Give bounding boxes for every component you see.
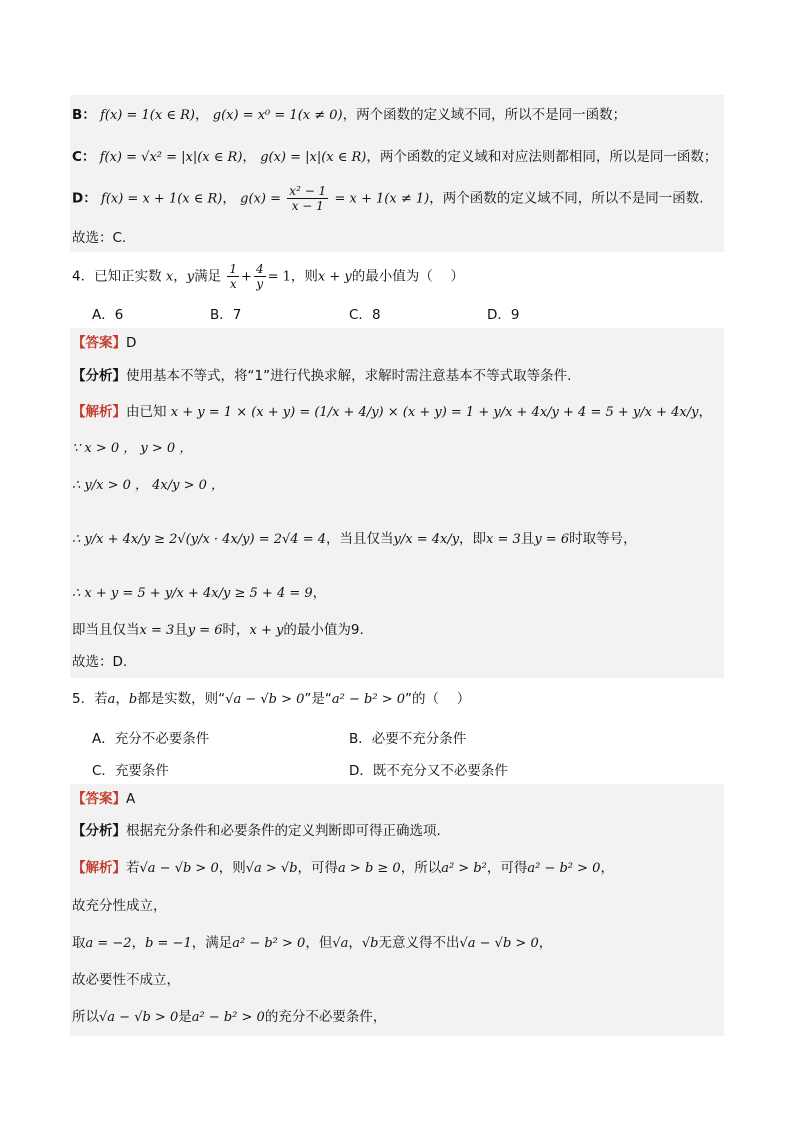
math-g-prefix: g(x) = [240,191,281,207]
math-y-value: y = 6 [534,532,570,547]
answer-value: A [126,791,136,807]
option-label: D： [72,190,97,207]
analysis-text: 使用基本不等式，将“1”进行代换求解，求解时需注意基本不等式取等条件. [126,368,572,384]
fraction-numerator: 1 [229,262,238,276]
math-equation: x + y = 1 × (x + y) = (1/x + 4/y) × (x + y) = 1 + y/x + 4x/y + 4 = 5 + y/x + 4x/y [170,405,699,420]
explanation-text: ，两个函数的定义域和对应法则都相同，所以是同一函数； [366,149,718,165]
math-inequality: ∴ y/x + 4x/y ≥ 2√(y/x · 4x/y) = 2√4 = 4 [72,532,326,547]
q4-solution-line-3: ∴ y/x > 0 ， 4x/y > 0 ， [72,478,225,493]
solution-text: 时， [222,622,250,638]
fraction [287,184,328,213]
q4-stem [72,262,464,291]
stem-text: ”是“ [304,691,332,707]
solution-text: ，但 [305,935,333,951]
q4-option-c [349,303,381,323]
solution-text: ，当且仅当 [326,531,394,547]
stem-text: ”的（ ） [405,691,471,707]
option-label: C． [92,763,115,779]
plus-sign: + [241,269,252,285]
math-expr: x + y [249,623,284,638]
q4-solution-line-4 [72,530,637,549]
q5-option-a [92,727,209,747]
math-expr: √a > √b [245,861,298,876]
option-value: 充要条件 [114,763,169,779]
punct: ， [115,691,129,707]
q5-solution-line-2: 故充分性成立， [72,898,167,914]
punct: ， [173,268,187,285]
punct: ， [131,935,146,951]
stem-text: 的最小值为（ ） [351,268,465,285]
math-expr: √a − √b > 0 [139,861,219,876]
option-label: C． [349,307,372,323]
answer-value: D [126,335,137,351]
stem-text: 5．若 [72,691,108,707]
math-expr: a² > b² [441,861,487,876]
math-expr: x + y [317,269,352,285]
q5-solution-line-5 [72,1008,386,1027]
math-g-suffix: = x + 1(x ≠ 1) [334,191,430,207]
q5-option-d [349,759,508,779]
q4-option-a [92,303,123,323]
math-expr: a² − b² > 0 [191,1010,265,1025]
option-value: 7 [232,307,242,323]
option-value: 必要不充分条件 [371,731,467,747]
var-y: y [186,269,195,285]
stem-text: 4．已知正实数 [72,268,162,285]
var-x: x [165,269,174,285]
math-condition-1: √a − √b > 0 [225,692,305,707]
solution-text: 取 [72,935,86,951]
solution-tag: 【解析】 [72,404,126,420]
option-label: B： [72,107,96,123]
punct: ， [312,585,327,601]
solution-text: 且 [520,531,535,547]
q5-solution-line-1 [72,859,614,878]
math-expr: √b [361,936,379,951]
option-value: 6 [114,307,124,323]
q4-analysis [72,367,571,385]
q3-choice: 故选：C. [72,230,127,246]
math-f: f(x) = √x² = |x|(x ∈ R) [99,150,243,165]
solution-text: 由已知 [126,404,167,420]
fraction-numerator: 4 [255,262,264,276]
q5-solution-line-3 [72,934,552,953]
q3-option-c-line: C： f(x) = √x² = |x|(x ∈ R)， g(x) = |x|(x ∈ R)，两个函数的定义域和对应法则都相同，所以是同一函数； [72,149,718,165]
fraction-denominator: x [229,277,237,291]
solution-text: 且 [174,622,188,638]
fraction-denominator: y [256,277,264,291]
q5-stem [72,690,470,709]
fraction-denominator: x − 1 [291,199,324,213]
q5-solution-line-4: 故必要性不成立， [72,972,180,988]
fraction-numerator: x² − 1 [289,184,327,198]
punct: ， [698,404,712,420]
equals-one: = 1 [267,269,291,285]
q4-solution-line-1 [72,403,712,422]
option-label: A． [92,307,115,323]
answer-tag: 【答案】 [72,335,126,351]
option-label: B． [349,731,372,747]
q4-solution-line-6 [72,621,364,640]
solution-text: ，可得 [297,860,339,876]
math-f: f(x) = 1(x ∈ R) [100,108,195,123]
q5-analysis [72,822,441,840]
solution-text: ，则 [218,860,246,876]
q4-answer [72,334,136,352]
q3-option-b-line: B： f(x) = 1(x ∈ R)， g(x) = x⁰ = 1(x ≠ 0)，两个函数的定义域不同，所以不是同一函数； [72,107,627,123]
solution-text: 的最小值为9. [283,622,364,638]
option-label: C： [72,149,96,165]
q5-answer [72,790,135,808]
math-expr: √a [332,936,349,951]
solution-text: ，满足 [191,935,233,951]
analysis-text: 根据充分条件和必要条件的定义判断即可得正确选项. [126,823,441,839]
option-value: 8 [371,307,381,323]
stem-text: 满足 [194,268,222,285]
option-label: A． [92,731,115,747]
explanation-text: ，两个函数的定义域不同，所以不是同一函数. [429,190,704,207]
math-condition-2: a² − b² > 0 [331,692,406,707]
solution-tag: 【解析】 [72,860,126,876]
solution-text: 是 [178,1009,192,1025]
solution-text: 时取等号， [569,531,637,547]
math-x-value: x = 3 [486,532,521,547]
q4-choice: 故选：D. [72,654,128,670]
solution-text: 所以 [72,1009,99,1025]
math-expr: √a − √b > 0 [99,1010,179,1025]
q5-option-c [92,759,169,779]
solution-text: ，所以 [400,860,442,876]
solution-text: 无意义得不出 [378,935,460,951]
q5-option-b [349,727,466,747]
punct: ， [538,935,553,951]
q4-option-d [487,303,520,323]
solution-text: ，可得 [486,860,528,876]
punct: ， [348,935,362,951]
math-expr: a² − b² > 0 [232,936,306,951]
solution-text: 的充分不必要条件， [264,1009,387,1025]
q3-option-d-line: D： f(x) = x + 1(x ∈ R)， g(x) = $\frac{\text{x² − 1}}{x - 1}$ = x + 1(x ≠ 1)，两个函数的定义域不同，所以不是同一函数. [72,184,704,213]
option-value: 充分不必要条件 [114,731,210,747]
analysis-tag: 【分析】 [72,823,126,839]
math-expr: b = −1 [145,936,192,951]
math-condition: y/x = 4x/y [393,532,460,547]
q4-solution-line-2: ∵ x > 0 ， y > 0 ， [72,441,193,456]
math-g: g(x) = |x|(x ∈ R) [260,150,367,165]
analysis-tag: 【分析】 [72,368,126,384]
var-b: b [128,692,138,707]
math-inequality: ∴ x + y = 5 + y/x + 4x/y ≥ 5 + 4 = 9 [72,586,313,601]
math-x-value: x = 3 [139,623,175,638]
math-expr: a = −2 [85,936,132,951]
stem-text: 都是实数，则“ [137,691,226,707]
punct: ， [600,860,614,876]
var-a: a [107,692,116,707]
option-label: D． [487,307,511,323]
math-expr: a > b ≥ 0 [338,861,401,876]
option-label: B． [210,307,233,323]
math-expr: a² − b² > 0 [527,861,601,876]
math-y-value: y = 6 [187,623,223,638]
answer-tag: 【答案】 [72,791,126,807]
solution-text: 即当且仅当 [72,622,140,638]
q4-option-b [210,303,241,323]
fraction [254,262,266,291]
stem-text: ，则 [290,268,318,285]
solution-text: 若 [126,860,140,876]
math-g: g(x) = x⁰ = 1(x ≠ 0) [212,108,343,123]
math-expr: √a − √b > 0 [459,936,539,951]
explanation-text: ，两个函数的定义域不同，所以不是同一函数； [342,107,627,123]
option-label: D． [349,763,373,779]
fraction [227,262,239,291]
math-f: f(x) = x + 1(x ∈ R) [101,191,223,207]
solution-text: ，即 [459,531,487,547]
option-value: 既不充分又不必要条件 [372,763,508,779]
option-value: 9 [510,307,520,323]
q4-solution-line-5 [72,584,326,603]
